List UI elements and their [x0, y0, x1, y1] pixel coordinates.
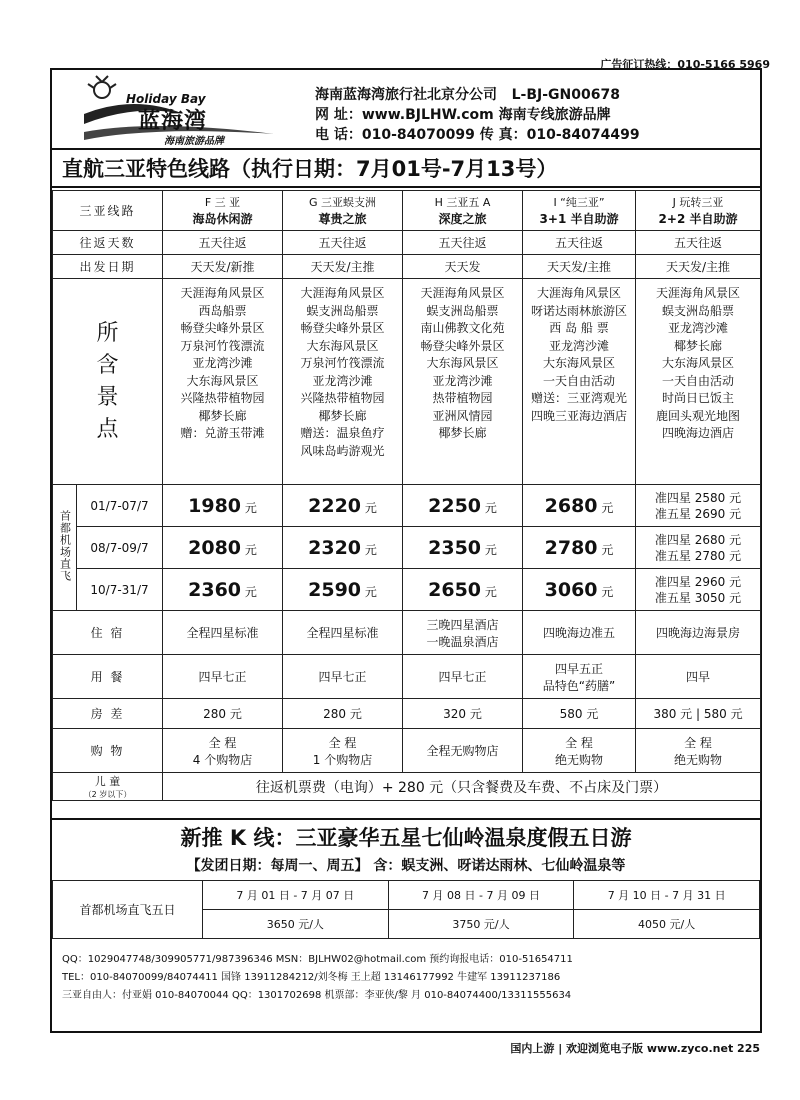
price-value: 2350 — [428, 536, 482, 559]
cell-line: 三晚四星酒店 — [426, 617, 499, 632]
scenic-item: 椰梦长廊 — [438, 426, 487, 440]
fax-label: 传 真： — [479, 127, 527, 143]
room-cell: 280 元 — [283, 699, 403, 729]
shop-cell — [283, 729, 403, 773]
price-j: 准四星 2680 元 — [654, 532, 742, 547]
price-cell — [163, 569, 283, 611]
cell-line: 四早 — [686, 670, 711, 684]
scenic-item: 兴隆热带植物园 — [300, 391, 385, 405]
period-date: 01/7-07/7 — [77, 485, 163, 527]
price-cell — [283, 569, 403, 611]
shop-cell — [403, 729, 523, 773]
child-sub: （2 岁以下） — [83, 790, 132, 799]
price-cell-j — [636, 485, 761, 527]
k-price: 3750 元/人 — [388, 910, 574, 939]
route-name: 深度之旅 — [438, 212, 487, 226]
price-cell — [283, 485, 403, 527]
yuan-unit: 元 — [601, 542, 614, 557]
price-row — [53, 485, 761, 527]
days-cell: 五天往返 — [523, 231, 636, 255]
scenic-item: 畅登尖峰外景区 — [420, 338, 505, 353]
scenic-list — [636, 279, 761, 485]
yuan-unit: 元 — [601, 500, 614, 515]
route-name: 尊贵之旅 — [318, 212, 367, 226]
cell-line: 四早七正 — [318, 670, 367, 684]
logo-english: Holiday Bay — [126, 92, 206, 106]
k-route-title: 新推 K 线：三亚豪华五星七仙岭温泉度假五日游 — [52, 818, 760, 856]
scenic-item: 椰梦长廊 — [198, 408, 247, 423]
scenic-item: 大东海风景区 — [662, 356, 735, 370]
child-label — [53, 773, 163, 801]
scenic-item: 亚龙湾沙滩 — [549, 338, 610, 353]
route-table — [52, 190, 761, 801]
cell-line: 一晚温泉酒店 — [426, 634, 499, 649]
scenic-item: 大东海风景区 — [426, 356, 499, 370]
cell-line: 绝无购物 — [674, 752, 723, 767]
price-value: 2680 — [544, 494, 598, 517]
days-cell: 五天往返 — [163, 231, 283, 255]
days-row — [53, 231, 761, 255]
yuan-unit: 元 — [244, 584, 257, 599]
scenic-item: 一天自由活动 — [662, 373, 735, 388]
scenic-item: 兴隆热带植物园 — [180, 391, 265, 405]
price-value: 3060 — [544, 578, 598, 601]
scenic-label-char: 点 — [96, 416, 119, 442]
price-j: 准五星 2690 元 — [654, 506, 742, 521]
route-j — [636, 191, 761, 231]
child-price: 往返机票费（电询）+ 280 元（只含餐费及车费、不占床及门票） — [163, 773, 761, 801]
contact-line: TEL：010-84070099/84074411 国锋 13911284212/刘冬梅 王上超 13146177992 牛建军 13911237186 — [62, 972, 561, 983]
yuan-unit: 元 — [601, 584, 614, 599]
cell-line: 四晚海边海景房 — [656, 626, 741, 640]
scenic-item: 亚洲风情园 — [432, 408, 493, 423]
shop-label: 购 物 — [53, 729, 163, 773]
price-cell — [523, 527, 636, 569]
scenic-item: 西岛船票 — [198, 303, 247, 318]
scenic-item: 亚龙湾沙滩 — [668, 321, 729, 335]
meal-cell — [636, 655, 761, 699]
price-cell — [523, 485, 636, 527]
price-cell — [523, 569, 636, 611]
flight-label-text: 首都机场直飞 — [58, 510, 72, 582]
logo — [74, 74, 294, 146]
price-cell — [403, 485, 523, 527]
scenic-item: 畅登尖峰外景区 — [180, 321, 265, 335]
price-cell — [163, 485, 283, 527]
price-j: 准五星 2780 元 — [654, 548, 742, 563]
room-cell: 280 元 — [163, 699, 283, 729]
price-cell — [283, 527, 403, 569]
cell-line: 四早七正 — [438, 670, 487, 684]
scenic-item: 大涯海角风景区 — [300, 286, 385, 300]
room-cell: 320 元 — [403, 699, 523, 729]
meal-cell — [283, 655, 403, 699]
route-col-label: 三亚线路 — [53, 191, 163, 231]
price-value: 1980 — [188, 494, 242, 517]
room-j: 380 元 — [653, 707, 693, 721]
scenic-item: 一天自由活动 — [543, 373, 616, 388]
scenic-item: 蜈支洲岛船票 — [426, 303, 499, 318]
child-row — [53, 773, 761, 801]
price-value: 2780 — [544, 536, 598, 559]
scenic-item: 蜈支洲岛船票 — [662, 303, 735, 318]
price-j: 准四星 2580 元 — [654, 490, 742, 505]
room-j: 580 元 — [703, 707, 743, 721]
days-label: 往返天数 — [53, 231, 163, 255]
scenic-label-char: 含 — [96, 352, 119, 378]
scenic-item: 大东海风景区 — [543, 356, 616, 370]
phone-label: 电 话： — [315, 127, 362, 143]
yuan-unit: 元 — [364, 500, 377, 515]
web-line — [315, 104, 611, 124]
scenic-label-char: 景 — [96, 384, 119, 410]
scenic-item: 亚龙湾沙滩 — [312, 373, 373, 388]
scenic-item: 时尚日已饭主 — [662, 391, 735, 405]
shop-cell — [636, 729, 761, 773]
k-route-table — [52, 880, 760, 939]
price-value: 2320 — [308, 536, 362, 559]
scenic-item: 天涯海角风景区 — [180, 286, 265, 300]
yuan-unit: 元 — [244, 542, 257, 557]
days-cell: 五天往返 — [636, 231, 761, 255]
flight-label — [53, 485, 77, 611]
cell-line: 全 程 — [328, 735, 357, 750]
shop-row — [53, 729, 761, 773]
fax-number: 010-84074499 — [526, 127, 640, 143]
room-label: 房 差 — [53, 699, 163, 729]
k-price: 3650 元/人 — [203, 910, 389, 939]
phone-number: 010-84070099 — [361, 127, 475, 143]
route-h — [403, 191, 523, 231]
room-cell: 580 元 — [523, 699, 636, 729]
route-name: 2+2 半自助游 — [658, 212, 738, 226]
hotel-cell — [403, 611, 523, 655]
scenic-item: 四晚三亚海边酒店 — [531, 408, 628, 423]
scenic-list — [403, 279, 523, 485]
cell-line: 全 程 — [208, 735, 237, 750]
scenic-item: 亚龙湾沙滩 — [192, 356, 253, 370]
meal-cell — [523, 655, 636, 699]
price-cell — [403, 569, 523, 611]
price-j: 准五星 3050 元 — [654, 590, 742, 605]
scenic-item: 椰梦长廊 — [318, 408, 367, 423]
price-value: 2080 — [188, 536, 242, 559]
route-code: J 玩转三亚 — [672, 196, 724, 209]
scenic-item: 四晚海边酒店 — [662, 426, 735, 440]
page-title: 直航三亚特色线路（执行日期：7月01号-7月13号） — [52, 150, 760, 188]
scenic-item: 椰梦长廊 — [674, 338, 723, 353]
depart-cell: 天天发/主推 — [636, 255, 761, 279]
scenic-item: 赠送：三亚湾观光 — [531, 391, 628, 405]
scenic-list — [523, 279, 636, 485]
yuan-unit: 元 — [364, 584, 377, 599]
days-cell: 五天往返 — [403, 231, 523, 255]
scenic-label — [53, 279, 163, 485]
logo-chinese: 蓝海湾 — [138, 109, 208, 134]
depart-cell: 天天发/主推 — [283, 255, 403, 279]
scenic-item: 鹿回头观光地图 — [656, 408, 741, 423]
cell-line: 绝无购物 — [555, 752, 604, 767]
yuan-unit: 元 — [484, 584, 497, 599]
cell-line: 4 个购物店 — [192, 752, 253, 767]
depart-cell: 天天发/主推 — [523, 255, 636, 279]
contact-line: QQ：1029047748/309905771/987396346 MSN：BJLHW02@hotmail.com 预约询报电话：010-51654711 — [62, 954, 573, 965]
days-cell: 五天往返 — [283, 231, 403, 255]
footer-line: 国内上游 | 欢迎浏览电子版 www.zyco.net 225 — [510, 1042, 760, 1055]
k-date: 7 月 10 日 - 7 月 31 日 — [574, 881, 760, 910]
cell-line: 全程四星标准 — [306, 626, 379, 640]
cell-line: 四早七正 — [198, 670, 247, 684]
price-value: 2360 — [188, 578, 242, 601]
scenic-item: 热带植物园 — [432, 391, 493, 405]
scenic-item: 南山佛教文化苑 — [420, 321, 505, 335]
scenic-item: 风味岛屿游观光 — [300, 443, 385, 458]
scenic-row — [53, 279, 761, 485]
logo-tagline: 海南旅游品牌 — [164, 136, 224, 147]
price-j: 准四星 2960 元 — [654, 574, 742, 589]
route-code: I “纯三亚” — [553, 196, 605, 209]
k-date: 7 月 08 日 - 7 月 09 日 — [388, 881, 574, 910]
price-value: 2650 — [428, 578, 482, 601]
child-label-text: 儿 童 — [94, 775, 121, 788]
cell-line: 全程无购物店 — [426, 744, 499, 758]
period-date: 10/7-31/7 — [77, 569, 163, 611]
price-row — [53, 527, 761, 569]
route-f — [163, 191, 283, 231]
company-name: 海南蓝海湾旅行社北京分公司 — [315, 87, 497, 103]
scenic-item: 天涯海角风景区 — [656, 286, 741, 300]
website-link[interactable]: www.BJLHW.com — [361, 107, 494, 123]
hotel-cell — [163, 611, 283, 655]
price-cell-j — [636, 569, 761, 611]
brand-slogan: 海南专线旅游品牌 — [498, 107, 611, 123]
phone-line — [315, 124, 640, 144]
scenic-item: 大东海风景区 — [306, 338, 379, 353]
yuan-unit: 元 — [484, 500, 497, 515]
price-value: 2590 — [308, 578, 362, 601]
route-code: G 三亚蜈支洲 — [309, 196, 377, 209]
cell-line: 1 个购物店 — [312, 752, 373, 767]
room-cell-j: 380 元 | 580 元 — [636, 699, 761, 729]
meal-cell — [403, 655, 523, 699]
shop-cell — [523, 729, 636, 773]
hotel-label: 住 宿 — [53, 611, 163, 655]
scenic-item: 西 岛 船 票 — [549, 321, 609, 335]
cell-line: 四晚海边准五 — [543, 626, 616, 640]
hotel-cell — [636, 611, 761, 655]
scenic-item: 万泉河竹筏漂流 — [180, 338, 265, 353]
scenic-item: 呀诺达雨林旅游区 — [531, 303, 628, 318]
route-header-row — [53, 191, 761, 231]
depart-cell: 天天发/新推 — [163, 255, 283, 279]
scenic-item: 大涯海角风景区 — [537, 286, 622, 300]
price-cell — [163, 527, 283, 569]
company-line — [315, 84, 620, 104]
route-code: F 三 亚 — [204, 196, 241, 209]
scenic-list — [163, 279, 283, 485]
k-route-subtitle: 【发团日期：每周一、周五】 含：蜈支洲、呀诺达雨林、七仙岭温泉等 — [186, 858, 626, 874]
cell-line: 全 程 — [684, 735, 712, 750]
yuan-unit: 元 — [484, 542, 497, 557]
scenic-label-char: 所 — [96, 320, 119, 346]
yuan-unit: 元 — [244, 500, 257, 515]
meal-label: 用 餐 — [53, 655, 163, 699]
route-g — [283, 191, 403, 231]
meal-cell — [163, 655, 283, 699]
contact-line: 三亚自由人：付亚娟 010-84070044 QQ：1301702698 机票部：李亚侠/黎 月 010-84074400/13311555634 — [62, 990, 572, 1001]
route-i — [523, 191, 636, 231]
cell-line: 全程四星标准 — [186, 626, 259, 640]
price-row — [53, 569, 761, 611]
shop-cell — [163, 729, 283, 773]
scenic-item: 赠送：温泉鱼疗 — [300, 426, 385, 440]
route-name: 海岛休闲游 — [192, 212, 253, 226]
period-date: 08/7-09/7 — [77, 527, 163, 569]
scenic-item: 畅登尖峰外景区 — [300, 321, 385, 335]
k-price: 4050 元/人 — [574, 910, 760, 939]
cell-line: 品特色“药膳” — [542, 678, 616, 693]
scenic-item: 亚龙湾沙滩 — [432, 373, 493, 388]
hotel-row — [53, 611, 761, 655]
meal-row — [53, 655, 761, 699]
price-value: 2220 — [308, 494, 362, 517]
price-cell — [403, 527, 523, 569]
license-number: L-BJ-GN00678 — [511, 87, 620, 103]
k-date: 7 月 01 日 - 7 月 07 日 — [203, 881, 389, 910]
scenic-item: 天涯海角风景区 — [420, 286, 505, 300]
scenic-item: 蜈支洲岛船票 — [306, 303, 379, 318]
hotel-cell — [283, 611, 403, 655]
route-code: H 三亚五 A — [434, 196, 491, 209]
cell-line: 四早五正 — [555, 661, 604, 676]
depart-cell: 天天发 — [403, 255, 523, 279]
room-row — [53, 699, 761, 729]
price-cell-j — [636, 527, 761, 569]
web-label: 网 址： — [315, 107, 362, 123]
depart-row — [53, 255, 761, 279]
depart-label: 出发日期 — [53, 255, 163, 279]
scenic-item: 赠：兑游玉带滩 — [180, 426, 265, 440]
k-date-row — [53, 881, 760, 910]
scenic-list — [283, 279, 403, 485]
price-value: 2250 — [428, 494, 482, 517]
cell-line: 全 程 — [565, 735, 593, 750]
hotel-cell — [523, 611, 636, 655]
yuan-unit: 元 — [364, 542, 377, 557]
scenic-item: 大东海风景区 — [186, 373, 259, 388]
route-name: 3+1 半自助游 — [539, 212, 619, 226]
ad-hotline: 广告征订热线：010-5166 5969 — [600, 58, 770, 71]
k-label: 首都机场直飞五日 — [53, 881, 203, 939]
scenic-item: 万泉河竹筏漂流 — [300, 356, 385, 370]
